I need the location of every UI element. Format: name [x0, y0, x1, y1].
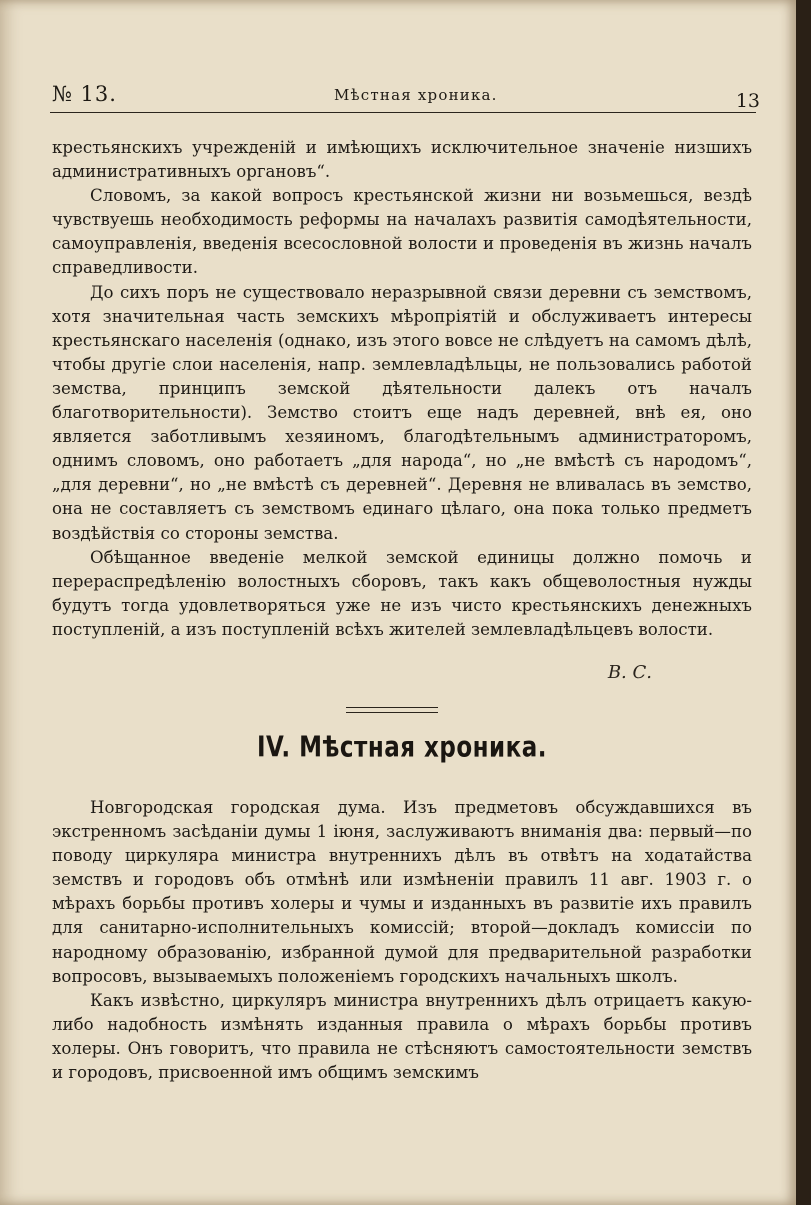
article-body-top	[52, 136, 752, 642]
paragraph: До сихъ поръ не существовало неразрывной связи деревни съ земствомъ, хотя значительная часть земскихъ мѣропріятій и обслуживаетъ интересы крестьянскаго населенія (однако, изъ этого вовсе не слѣдуетъ на самомъ дѣлѣ, чтобы другіе слои населенія, напр. землевладѣльцы, не пользовались работой земства, принципъ земской дѣятельности далекъ отъ началъ благотворительности). Земство стоитъ еще надъ деревней, внѣ ея, оно является заботливымъ хезяиномъ, благодѣтельнымъ администраторомъ, однимъ словомъ, оно работаетъ „для народа“, но „не вмѣстѣ съ народомъ“, „для деревни“, но „не вмѣстѣ съ деревней“. Деревня не вливалась въ земство, она не составляетъ съ земствомъ единаго цѣлаго, она пока только предметъ воздѣйствія со стороны земства.	[52, 282, 752, 543]
running-header	[52, 82, 760, 112]
paragraph: Какъ извѣстно, циркуляръ министра внутреннихъ дѣлъ отрицаетъ какую-либо надобность измѣнять изданныя правила о мѣрахъ борьбы противъ холеры. Онъ говоритъ, что правила не стѣсняютъ самостоятельности земствъ и городовъ, присвоенной имъ общимъ земскимъ	[52, 990, 752, 1083]
paragraph: Словомъ, за какой вопросъ крестьянской жизни ни возьмешься, вездѣ чувствуешь необходимость реформы на началахъ развитія самодѣятельности, самоуправленія, введенія всесословной волости и проведенія въ жизнь началъ справедливости.	[52, 186, 752, 278]
author-signature: В. С.	[607, 662, 652, 683]
article-body-bottom	[52, 796, 752, 1085]
page-edge	[796, 0, 811, 1205]
paragraph: крестьянскихъ учрежденій и имѣющихъ исключительное значеніе низшихъ административныхъ органовъ“.	[52, 138, 752, 182]
section-heading: IV. Мѣстная хроника.	[256, 732, 548, 764]
running-section-title: Мѣстная хроника.	[334, 86, 498, 104]
paragraph: Новгородская городская дума. Изъ предметовъ обсуждавшихся въ экстренномъ засѣданіи думы 1 іюня, заслуживаютъ вниманія два: первый—по поводу циркуляра министра внутреннихъ дѣлъ въ отвѣтъ на ходатайства земствъ и городовъ объ отмѣнѣ или измѣненіи правилъ 11 авг. 1903 г. о мѣрахъ борьбы противъ холеры и чумы и изданныхъ въ развитіе ихъ правилъ для санитарно-исполнительныхъ комиссій; второй—докладъ комиссіи по народному образованію, избранной думой для предварительной разработки вопросовъ, вызываемыхъ положеніемъ городскихъ начальныхъ школъ.	[52, 798, 752, 986]
section-divider	[346, 707, 438, 713]
issue-number: № 13.	[52, 82, 117, 106]
paragraph: Обѣщанное введеніе мелкой земской единицы должно помочь и перераспредѣленію волостныхъ сборовъ, такъ какъ общеволостныя нужды будутъ тогда удовлетворяться уже не изъ чисто крестьянскихъ денежныхъ поступленій, а изъ поступленій всѣхъ жителей землевладѣльцевъ волости.	[52, 547, 752, 639]
header-rule	[50, 112, 756, 113]
page-number: 13	[735, 90, 760, 112]
